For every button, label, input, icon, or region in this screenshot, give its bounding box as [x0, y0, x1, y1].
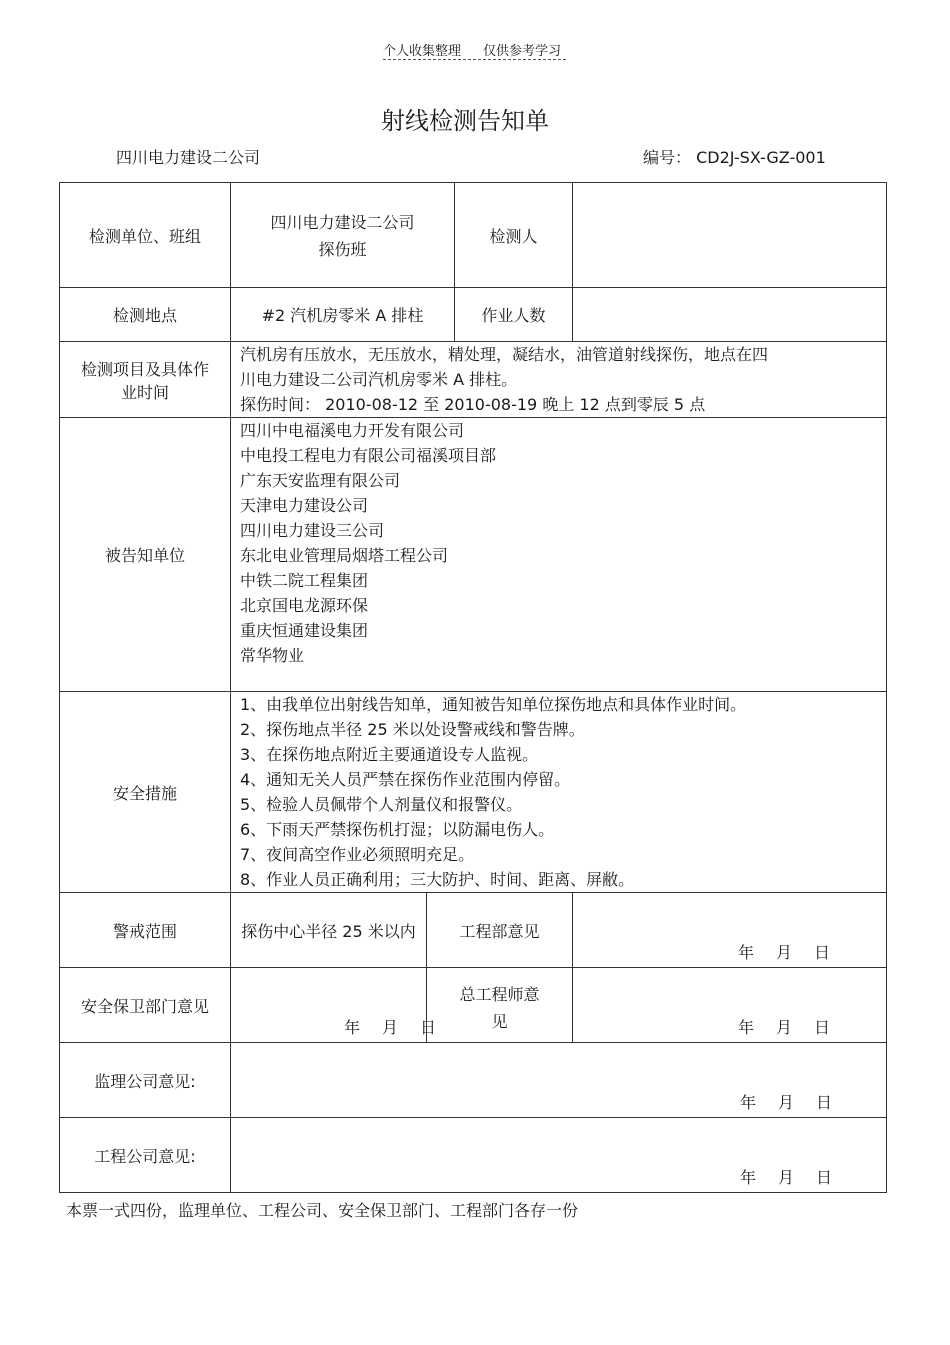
items-line: 汽机房有压放水，无压放水，精处理，凝结水，油管道射线探伤，地点在四	[240, 345, 769, 364]
safety-item: 6、下雨天严禁探伤机打湿；以防漏电伤人。	[240, 820, 555, 839]
items-label-line1: 检测项目及具体作	[80, 359, 209, 379]
chief-engineer-label-line2: 见	[491, 1012, 508, 1031]
notified-unit: 四川电力建设三公司	[240, 521, 385, 540]
safety-item: 2、探伤地点半径 25 米以处设警戒线和警告牌。	[240, 720, 585, 739]
workers-value	[573, 288, 887, 342]
date-line	[738, 1015, 830, 1038]
unit-label: 检测单位、班组	[60, 183, 231, 288]
notified-unit: 北京国电龙源环保	[240, 596, 369, 615]
engineering-dept-opinion	[573, 893, 887, 968]
notified-unit: 东北电业管理局烟塔工程公司	[240, 546, 449, 565]
notified-units	[231, 418, 887, 692]
date-year: 年	[740, 1093, 757, 1112]
location-value: #2 汽机房零米 A 排柱	[231, 288, 455, 342]
supervision-opinion	[231, 1043, 887, 1118]
date-day: 日	[816, 1093, 833, 1112]
warning-value: 探伤中心半径 25 米以内	[231, 893, 427, 968]
notified-unit: 中电投工程电力有限公司福溪项目部	[240, 446, 497, 465]
notice-table	[59, 182, 887, 1193]
document-number: 编号： CD2J-SX-GZ-001	[643, 148, 826, 167]
page-title: 射线检测告知单	[381, 107, 549, 135]
security-dept-opinion	[231, 968, 437, 1043]
unit-value-line2: 探伤班	[318, 240, 367, 259]
safety-label: 安全措施	[60, 692, 231, 893]
safety-item: 5、检验人员佩带个人剂量仪和报警仪。	[240, 795, 523, 814]
footer-note: 本票一式四份，监理单位、工程公司、安全保卫部门、工程部门各存一份	[66, 1201, 579, 1220]
date-day: 日	[814, 943, 831, 962]
header-note	[383, 40, 583, 59]
date-line	[344, 1015, 436, 1038]
items-line: 探伤时间： 2010-08-12 至 2010-08-19 晚上 12 点到零辰 5 点	[240, 395, 706, 414]
items-label-line2: 业时间	[120, 382, 169, 402]
supervision-label: 监理公司意见:	[60, 1043, 231, 1118]
notified-unit: 重庆恒通建设集团	[240, 621, 369, 640]
header-divider	[383, 59, 566, 60]
items-line: 川电力建设二公司汽机房零米 A 排柱。	[240, 370, 518, 389]
safety-item: 1、由我单位出射线告知单，通知被告知单位探伤地点和具体作业时间。	[240, 695, 747, 714]
chief-engineer-label	[427, 968, 573, 1043]
notified-label: 被告知单位	[60, 418, 231, 692]
safety-item: 3、在探伤地点附近主要通道设专人监视。	[240, 745, 539, 764]
unit-value-line1: 四川电力建设二公司	[270, 213, 415, 232]
warning-label: 警戒范围	[60, 893, 231, 968]
engineering-company-label: 工程公司意见:	[60, 1118, 231, 1193]
security-dept-label: 安全保卫部门意见	[60, 968, 231, 1043]
date-month: 月	[382, 1018, 399, 1037]
safety-item: 7、夜间高空作业必须照明充足。	[240, 845, 475, 864]
date-day: 日	[420, 1018, 437, 1037]
notified-unit: 四川中电福溪电力开发有限公司	[240, 421, 465, 440]
date-month: 月	[776, 943, 793, 962]
notified-unit: 广东天安监理有限公司	[240, 471, 401, 490]
header-note-left: 个人收集整理	[383, 44, 462, 59]
engineering-dept-label: 工程部意见	[427, 893, 573, 968]
inspector-value	[573, 183, 887, 288]
safety-item: 4、通知无关人员严禁在探伤作业范围内停留。	[240, 770, 571, 789]
chief-engineer-label-line1: 总工程师意	[459, 985, 540, 1004]
chief-engineer-opinion	[573, 968, 887, 1043]
unit-value	[231, 183, 455, 288]
date-year: 年	[740, 1168, 757, 1187]
company-name: 四川电力建设二公司	[116, 148, 261, 167]
date-line	[740, 1165, 832, 1188]
date-month: 月	[778, 1093, 795, 1112]
workers-label: 作业人数	[455, 288, 573, 342]
items-label	[60, 342, 231, 418]
notified-unit: 天津电力建设公司	[240, 496, 369, 515]
date-month: 月	[776, 1018, 793, 1037]
engineering-company-opinion	[231, 1118, 887, 1193]
date-year: 年	[344, 1018, 361, 1037]
items-detail	[231, 342, 887, 418]
notified-unit: 常华物业	[240, 646, 305, 665]
date-year: 年	[738, 943, 755, 962]
date-line	[738, 940, 830, 963]
notified-unit: 中铁二院工程集团	[240, 571, 369, 590]
date-year: 年	[738, 1018, 755, 1037]
safety-item: 8、作业人员正确利用；三大防护、时间、距离、屏敝。	[240, 870, 635, 889]
safety-measures	[231, 692, 887, 893]
inspector-label: 检测人	[455, 183, 573, 288]
date-line	[740, 1090, 832, 1113]
header-note-right: 仅供参考学习	[483, 44, 562, 59]
date-day: 日	[814, 1018, 831, 1037]
location-label: 检测地点	[60, 288, 231, 342]
date-month: 月	[778, 1168, 795, 1187]
date-day: 日	[816, 1168, 833, 1187]
